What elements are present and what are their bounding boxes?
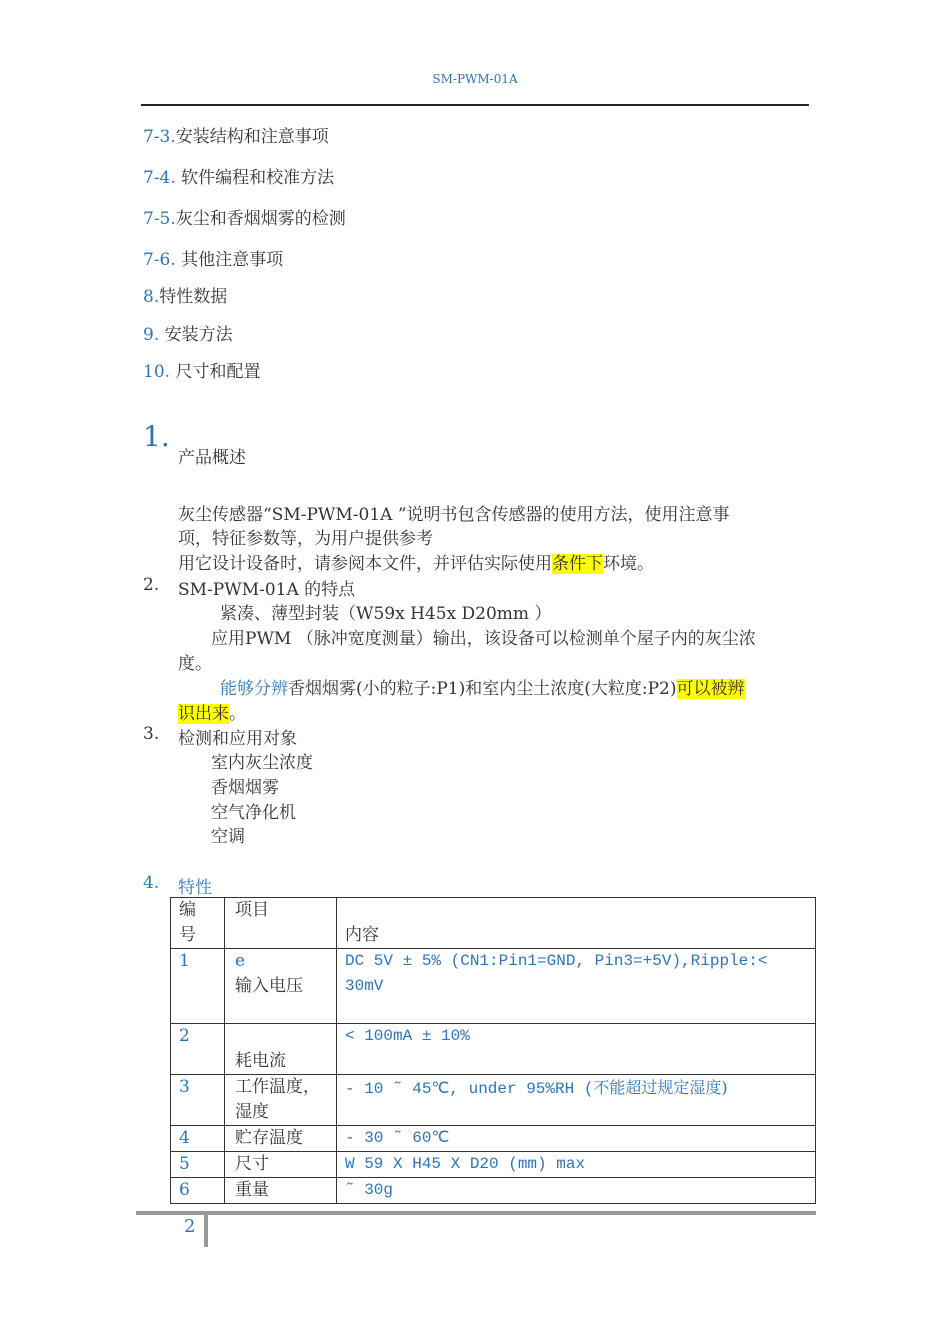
toc-item-number: 7-5. <box>143 209 176 229</box>
toc-item-number: 7-3. <box>143 127 176 147</box>
highlight: 可以被辨 <box>676 679 745 699</box>
section2-bullet-2-line2: 度。 <box>178 654 212 674</box>
row-item: 重量 <box>225 1178 337 1204</box>
section1-para1-line2: 项，特征参数等，为用户提供参考 <box>178 529 433 549</box>
row-item: 工作温度， 湿度 <box>225 1075 337 1126</box>
header-title: SM-PWM-01A <box>432 72 518 86</box>
section2-title: SM-PWM-01A 的特点 <box>178 580 356 600</box>
table-row <box>171 1178 816 1204</box>
table-row <box>171 949 816 1024</box>
footer-vertical-bar <box>204 1211 208 1247</box>
section2-bullet-3-text: 香烟烟雾(小的粒子:P1)和室内尘土浓度(大粒度:P2) <box>288 679 677 699</box>
table-row <box>171 1075 816 1126</box>
table-row <box>171 1126 816 1152</box>
table-row <box>171 1152 816 1178</box>
section1-para1-line1: 灰尘传感器“SM-PWM-01A ”说明书包含传感器的使用方法，使用注意事 <box>178 505 730 525</box>
row-content: ˜ 30g <box>337 1178 816 1204</box>
toc-item-label: 尺寸和配置 <box>170 362 261 382</box>
section1-para2-text: 用它设计设备时，请参阅本文件，并评估实际使用 <box>178 554 552 574</box>
row-item: 耗电流 <box>225 1024 337 1075</box>
row-no: 6 <box>171 1178 225 1204</box>
header-cell-content: 内容 <box>337 898 816 949</box>
toc-item[interactable] <box>143 163 334 188</box>
toc-item-number: 7-4. <box>143 168 176 188</box>
toc-item[interactable] <box>143 245 283 270</box>
toc-item-number: 7-6. <box>143 250 176 270</box>
section3-number: 3. <box>143 724 160 744</box>
section3-title: 检测和应用对象 <box>178 729 297 749</box>
toc-item[interactable] <box>143 204 346 229</box>
toc-item-label: 特性数据 <box>159 287 228 307</box>
row-content: - 10 ˜ 45℃, under 95%RH (不能超过规定湿度) <box>337 1075 816 1126</box>
row-content: < 100mA ± 10% <box>337 1024 816 1075</box>
toc-item-label: 灰尘和香烟烟雾的检测 <box>175 209 346 229</box>
section1-para2-end: 环境。 <box>603 554 654 574</box>
section3-item: 空气净化机 <box>211 803 296 823</box>
table-row <box>171 1024 816 1075</box>
section2-bullet-3-line2 <box>178 699 246 724</box>
toc-item[interactable] <box>143 122 329 147</box>
toc-item-label: 其他注意事项 <box>175 250 284 270</box>
toc-item[interactable] <box>143 357 260 382</box>
toc-item-number: 8. <box>143 287 160 307</box>
row-content: W 59 X H45 X D20 (mm) max <box>337 1152 816 1178</box>
row-no: 3 <box>171 1075 225 1126</box>
footer-rule <box>136 1211 816 1215</box>
blue-text: 能够分辨 <box>220 679 288 699</box>
table-header-row <box>171 898 816 949</box>
highlight: 条件下 <box>552 554 603 574</box>
toc-item[interactable] <box>143 320 233 345</box>
toc-item[interactable] <box>143 282 227 307</box>
row-content: - 30 ˜ 60℃ <box>337 1126 816 1152</box>
header-cell-no: 编 号 <box>171 898 225 949</box>
highlight: 识出来 <box>178 704 229 724</box>
section2-bullet-2-line1: 应用PWM （脉冲宽度测量）输出，该设备可以检测单个屋子内的灰尘浓 <box>211 629 756 649</box>
section2-number: 2. <box>143 575 160 595</box>
row-no: 1 <box>171 949 225 1024</box>
row-no: 2 <box>171 1024 225 1075</box>
page-number: 2 <box>184 1216 196 1237</box>
toc-item-number: 10. <box>143 362 171 382</box>
toc-item-label: 软件编程和校准方法 <box>175 168 335 188</box>
section1-title: 产品概述 <box>178 448 246 468</box>
row-item: 贮存温度 <box>225 1126 337 1152</box>
toc-item-label: 安装方法 <box>159 325 233 345</box>
section2-bullet-1: 紧凑、薄型封装（W59x H45x D20mm ） <box>220 604 552 624</box>
toc-item-number: 9. <box>143 325 160 345</box>
row-content: DC 5V ± 5% (CN1:Pin1=GND, Pin3=+5V),Ripple:< 30mV <box>337 949 816 1024</box>
row-no: 4 <box>171 1126 225 1152</box>
section3-item: 室内灰尘浓度 <box>211 753 313 773</box>
section3-item: 空调 <box>211 827 245 847</box>
section4-number: 4. <box>143 873 160 893</box>
row-item: e 输入电压 <box>225 949 337 1024</box>
row-item: 尺寸 <box>225 1152 337 1178</box>
section1-number: 1. <box>143 420 170 453</box>
section4-title: 特性 <box>178 878 212 898</box>
section1-para2 <box>178 549 654 574</box>
section3-item: 香烟烟雾 <box>211 778 279 798</box>
header-rule <box>141 104 809 106</box>
row-no: 5 <box>171 1152 225 1178</box>
section2-bullet-3-line1 <box>220 674 745 699</box>
section2-bullet-3-end: 。 <box>229 704 246 724</box>
toc-item-label: 安装结构和注意事项 <box>175 127 329 147</box>
header-cell-item: 项目 <box>225 898 337 949</box>
spec-table <box>170 897 816 1204</box>
